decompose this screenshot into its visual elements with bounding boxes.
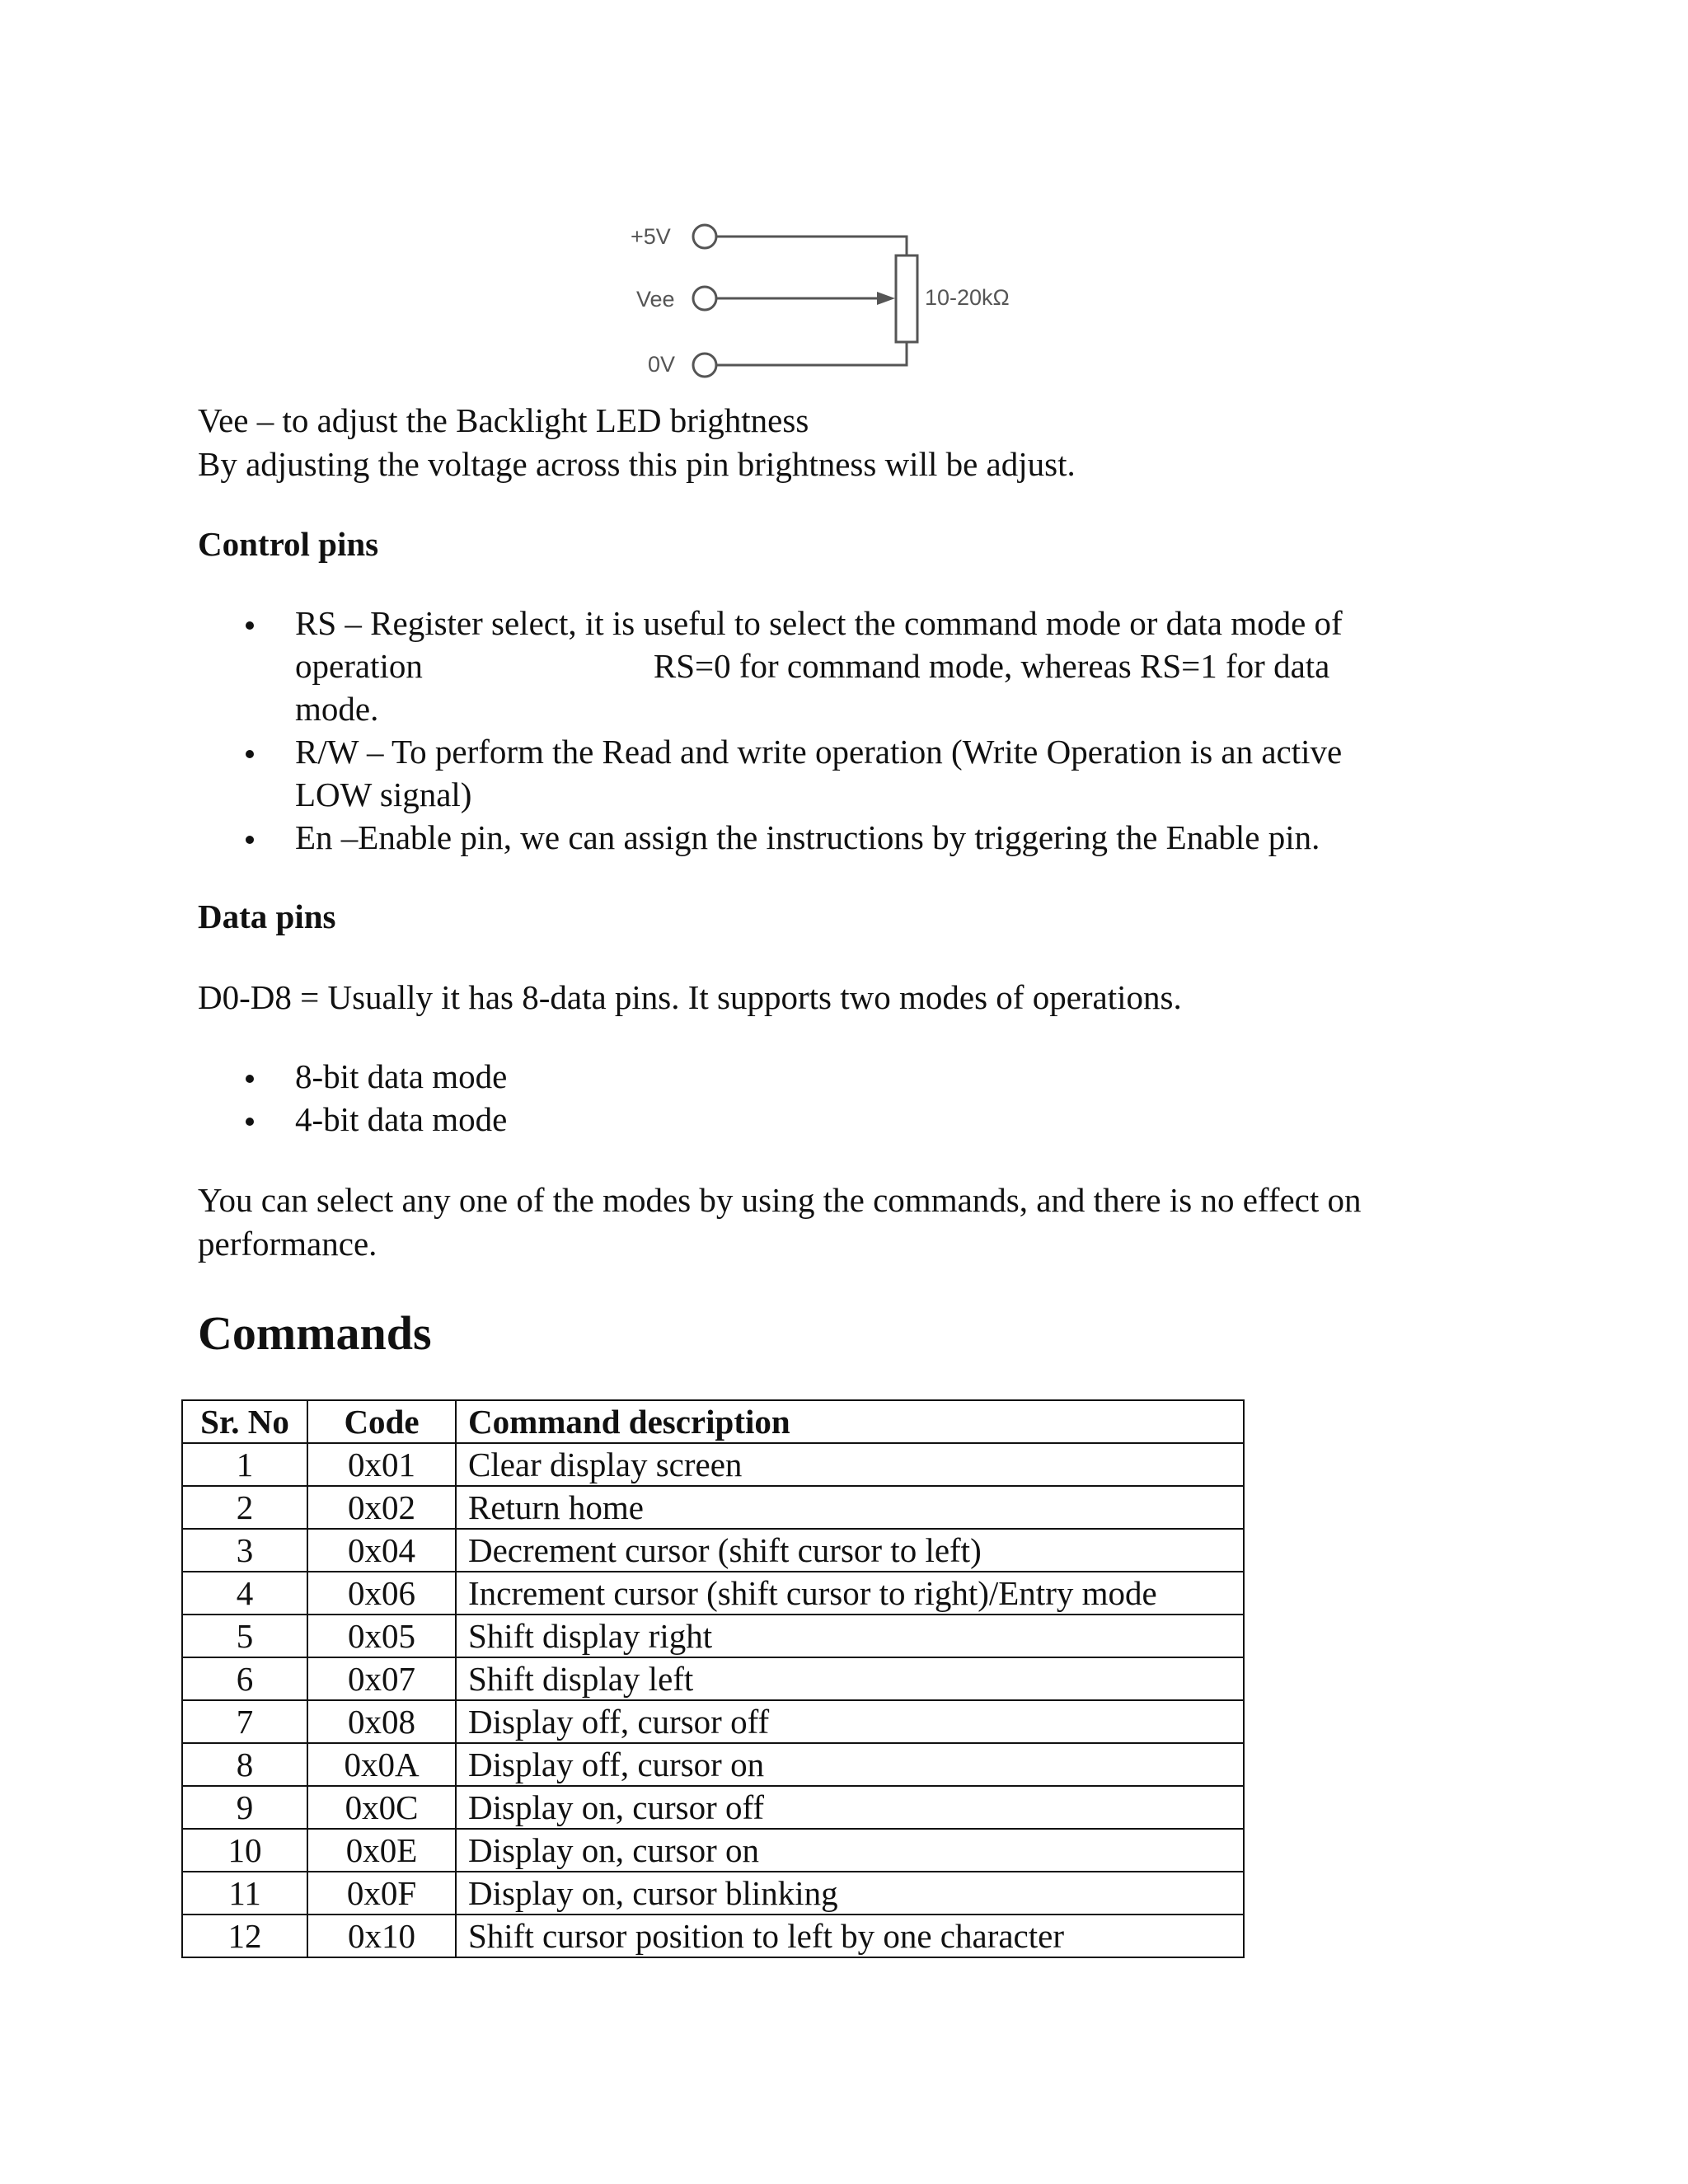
- data-modes-list: [198, 1055, 1484, 1141]
- terminal-5v: [693, 225, 716, 248]
- wire-0v: [716, 342, 907, 365]
- table-row: [182, 1615, 1244, 1657]
- wiper-arrow-icon: [877, 292, 895, 305]
- table-row: [182, 1700, 1244, 1743]
- cell-sr-no: 2: [182, 1486, 307, 1529]
- header-code: Code: [307, 1400, 456, 1443]
- cell-description: Display on, cursor on: [456, 1829, 1244, 1872]
- table-row: [182, 1443, 1244, 1486]
- cell-sr-no: 1: [182, 1443, 307, 1486]
- table-row: [182, 1743, 1244, 1786]
- cell-code: 0x02: [307, 1486, 456, 1529]
- table-row: [182, 1786, 1244, 1829]
- cell-code: 0x01: [307, 1443, 456, 1486]
- list-item-4bit: 4-bit data mode: [198, 1098, 1484, 1141]
- cell-description: Display on, cursor off: [456, 1786, 1244, 1829]
- commands-heading: Commands: [198, 1306, 432, 1360]
- cell-code: 0x04: [307, 1529, 456, 1572]
- data-pins-description: D0-D8 = Usually it has 8-data pins. It supports two modes of operations.: [198, 978, 1182, 1016]
- circuit-label-vee: Vee: [636, 287, 675, 312]
- cell-code: 0x0A: [307, 1743, 456, 1786]
- rs-line1: RS – Register select, it is useful to select the command mode or data mode of: [295, 604, 1343, 642]
- header-command-description: Command description: [456, 1400, 1244, 1443]
- vee-description-line1: Vee – to adjust the Backlight LED brightness: [198, 401, 809, 439]
- cell-sr-no: 12: [182, 1915, 307, 1957]
- cell-code: 0x0F: [307, 1872, 456, 1915]
- cell-description: Return home: [456, 1486, 1244, 1529]
- table-row: [182, 1529, 1244, 1572]
- cell-code: 0x05: [307, 1615, 456, 1657]
- table-row: [182, 1572, 1244, 1615]
- cell-sr-no: 6: [182, 1657, 307, 1700]
- list-item-8bit: 8-bit data mode: [198, 1055, 1484, 1098]
- data-pins-heading: Data pins: [198, 898, 336, 935]
- rw-line2: LOW signal): [295, 776, 472, 813]
- cell-description: Clear display screen: [456, 1443, 1244, 1486]
- control-pins-heading: Control pins: [198, 525, 379, 563]
- table-row: [182, 1486, 1244, 1529]
- control-pins-list: [198, 602, 1484, 859]
- resistor-value-label: 10-20kΩ: [925, 285, 1010, 310]
- cell-sr-no: 5: [182, 1615, 307, 1657]
- cell-description: Shift cursor position to left by one character: [456, 1915, 1244, 1957]
- cell-description: Shift display right: [456, 1615, 1244, 1657]
- cell-code: 0x0C: [307, 1786, 456, 1829]
- cell-code: 0x06: [307, 1572, 456, 1615]
- cell-description: Increment cursor (shift cursor to right)/Entry mode: [456, 1572, 1244, 1615]
- table-header-row: [182, 1400, 1244, 1443]
- vee-description-line2: By adjusting the voltage across this pin brightness will be adjust.: [198, 445, 1076, 483]
- cell-description: Shift display left: [456, 1657, 1244, 1700]
- cell-description: Decrement cursor (shift cursor to left): [456, 1529, 1244, 1572]
- cell-sr-no: 11: [182, 1872, 307, 1915]
- cell-sr-no: 3: [182, 1529, 307, 1572]
- en-line1: En –Enable pin, we can assign the instructions by triggering the Enable pin.: [295, 818, 1320, 856]
- cell-sr-no: 7: [182, 1700, 307, 1743]
- potentiometer-circuit-diagram: [0, 0, 1688, 396]
- list-item-rw: [198, 730, 1484, 816]
- circuit-label-0v: 0V: [648, 352, 676, 377]
- cell-sr-no: 9: [182, 1786, 307, 1829]
- commands-table: [181, 1399, 1245, 1958]
- potentiometer-resistor: [896, 255, 917, 342]
- cell-description: Display off, cursor on: [456, 1743, 1244, 1786]
- cell-sr-no: 4: [182, 1572, 307, 1615]
- cell-code: 0x10: [307, 1915, 456, 1957]
- wire-5v: [716, 237, 907, 255]
- cell-code: 0x08: [307, 1700, 456, 1743]
- table-row: [182, 1657, 1244, 1700]
- rw-line1: R/W – To perform the Read and write operation (Write Operation is an active: [295, 733, 1343, 771]
- header-sr-no: Sr. No: [182, 1400, 307, 1443]
- rs-line2-operation: operation: [295, 647, 423, 685]
- cell-sr-no: 10: [182, 1829, 307, 1872]
- cell-code: 0x0E: [307, 1829, 456, 1872]
- list-item-en: [198, 816, 1484, 859]
- table-row: [182, 1872, 1244, 1915]
- rs-line2-values: RS=0 for command mode, whereas RS=1 for data: [653, 647, 1330, 685]
- terminal-vee: [693, 287, 716, 310]
- cell-sr-no: 8: [182, 1743, 307, 1786]
- modes-note-line1: You can select any one of the modes by using the commands, and there is no effect on: [198, 1181, 1362, 1219]
- cell-description: Display off, cursor off: [456, 1700, 1244, 1743]
- cell-description: Display on, cursor blinking: [456, 1872, 1244, 1915]
- cell-code: 0x07: [307, 1657, 456, 1700]
- rs-line3: mode.: [295, 690, 379, 728]
- rs-line2: [295, 644, 1484, 687]
- terminal-0v: [693, 354, 716, 377]
- table-row: [182, 1915, 1244, 1957]
- modes-note-line2: performance.: [198, 1225, 377, 1263]
- table-row: [182, 1829, 1244, 1872]
- circuit-label-5v: +5V: [631, 224, 671, 249]
- list-item-rs: [198, 602, 1484, 730]
